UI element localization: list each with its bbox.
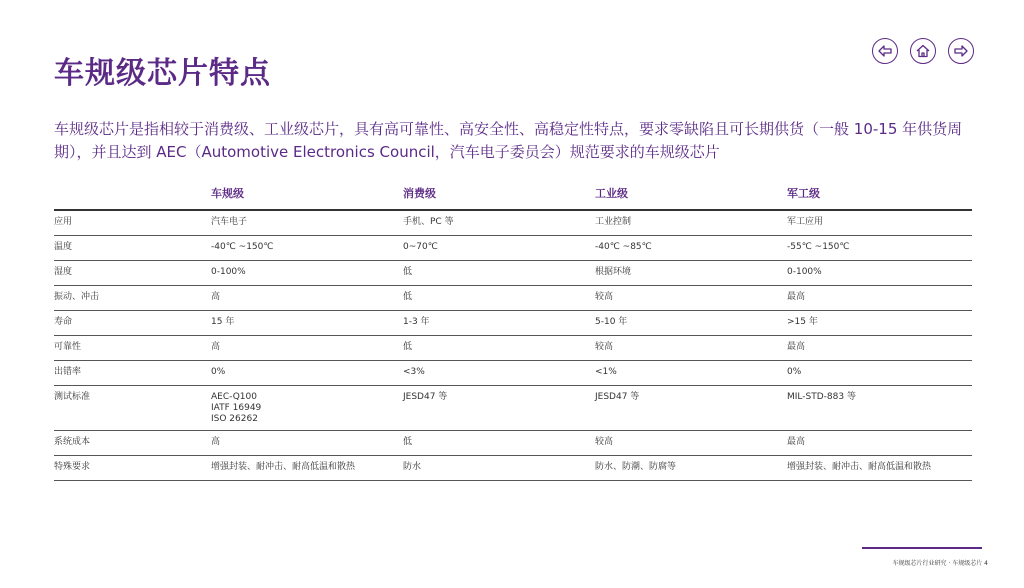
page-title: 车规级芯片特点 bbox=[54, 56, 271, 91]
row-label: 可靠性 bbox=[54, 336, 211, 361]
row-label: 系统成本 bbox=[54, 431, 211, 456]
table-row bbox=[54, 236, 972, 261]
header-military: 军工级 bbox=[787, 183, 972, 210]
home-button[interactable] bbox=[910, 38, 936, 64]
footer-divider bbox=[862, 547, 982, 549]
table-cell: 高 bbox=[211, 286, 403, 311]
table-cell: <1% bbox=[595, 361, 787, 386]
table-cell: 最高 bbox=[787, 431, 972, 456]
table-cell: JESD47 等 bbox=[595, 386, 787, 431]
table-cell: 汽车电子 bbox=[211, 210, 403, 236]
table-cell: 0% bbox=[787, 361, 972, 386]
table-cell: 较高 bbox=[595, 431, 787, 456]
table-cell: 增强封装、耐冲击、耐高低温和散热 bbox=[211, 456, 403, 481]
table-cell: 较高 bbox=[595, 336, 787, 361]
table-cell: JESD47 等 bbox=[403, 386, 595, 431]
table-cell: >15 年 bbox=[787, 311, 972, 336]
table-cell: -40℃ ~85℃ bbox=[595, 236, 787, 261]
table-cell: 高 bbox=[211, 336, 403, 361]
table-cell: 最高 bbox=[787, 286, 972, 311]
table-cell: 5-10 年 bbox=[595, 311, 787, 336]
table-cell: 0% bbox=[211, 361, 403, 386]
row-label: 出错率 bbox=[54, 361, 211, 386]
row-label: 寿命 bbox=[54, 311, 211, 336]
table-cell: -40℃ ~150℃ bbox=[211, 236, 403, 261]
table-cell: 0~70℃ bbox=[403, 236, 595, 261]
comparison-table bbox=[54, 183, 972, 481]
arrow-right-icon bbox=[953, 43, 969, 59]
navigation-controls bbox=[872, 38, 974, 64]
table-cell: 低 bbox=[403, 336, 595, 361]
table-cell: 军工应用 bbox=[787, 210, 972, 236]
row-label: 测试标准 bbox=[54, 386, 211, 431]
table-cell: 0-100% bbox=[787, 261, 972, 286]
footer-text: 车规级芯片行业研究 · 车规级芯片 4 bbox=[892, 560, 988, 567]
header-empty bbox=[54, 183, 211, 210]
table-row bbox=[54, 210, 972, 236]
table-row bbox=[54, 336, 972, 361]
table-cell: 较高 bbox=[595, 286, 787, 311]
table-header-row bbox=[54, 183, 972, 210]
table-cell: -55℃ ~150℃ bbox=[787, 236, 972, 261]
table-row bbox=[54, 261, 972, 286]
home-icon bbox=[915, 43, 931, 59]
table-row bbox=[54, 286, 972, 311]
table-cell: 手机、PC 等 bbox=[403, 210, 595, 236]
row-label: 应用 bbox=[54, 210, 211, 236]
table-cell: 防水、防潮、防腐等 bbox=[595, 456, 787, 481]
forward-button[interactable] bbox=[948, 38, 974, 64]
header-industrial: 工业级 bbox=[595, 183, 787, 210]
table-cell: AEC-Q100 IATF 16949 ISO 26262 bbox=[211, 386, 403, 431]
header-consumer: 消费级 bbox=[403, 183, 595, 210]
arrow-left-icon bbox=[877, 43, 893, 59]
table-cell: 增强封装、耐冲击、耐高低温和散热 bbox=[787, 456, 972, 481]
back-button[interactable] bbox=[872, 38, 898, 64]
table-cell: 低 bbox=[403, 431, 595, 456]
table-cell: 低 bbox=[403, 286, 595, 311]
table-cell: 1-3 年 bbox=[403, 311, 595, 336]
table-cell: MIL-STD-883 等 bbox=[787, 386, 972, 431]
header-automotive: 车规级 bbox=[211, 183, 403, 210]
table-row bbox=[54, 431, 972, 456]
table-cell: 最高 bbox=[787, 336, 972, 361]
table-cell: 高 bbox=[211, 431, 403, 456]
table-row bbox=[54, 456, 972, 481]
table-cell: 0-100% bbox=[211, 261, 403, 286]
row-label: 特殊要求 bbox=[54, 456, 211, 481]
table-cell: <3% bbox=[403, 361, 595, 386]
table-cell: 工业控制 bbox=[595, 210, 787, 236]
row-label: 湿度 bbox=[54, 261, 211, 286]
row-label: 振动、冲击 bbox=[54, 286, 211, 311]
intro-paragraph: 车规级芯片是指相较于消费级、工业级芯片，具有高可靠性、高安全性、高稳定性特点，要求零缺陷且可长期供货（一般 10-15 年供货周期），并且达到 AEC（Automotive Electronics Council，汽车电子委员会）规范要求的车规级芯片 bbox=[54, 120, 963, 161]
table-cell: 根据环境 bbox=[595, 261, 787, 286]
table-row bbox=[54, 311, 972, 336]
table-row bbox=[54, 386, 972, 431]
table-cell: 低 bbox=[403, 261, 595, 286]
row-label: 温度 bbox=[54, 236, 211, 261]
table-cell: 防水 bbox=[403, 456, 595, 481]
table-row bbox=[54, 361, 972, 386]
table-cell: 15 年 bbox=[211, 311, 403, 336]
